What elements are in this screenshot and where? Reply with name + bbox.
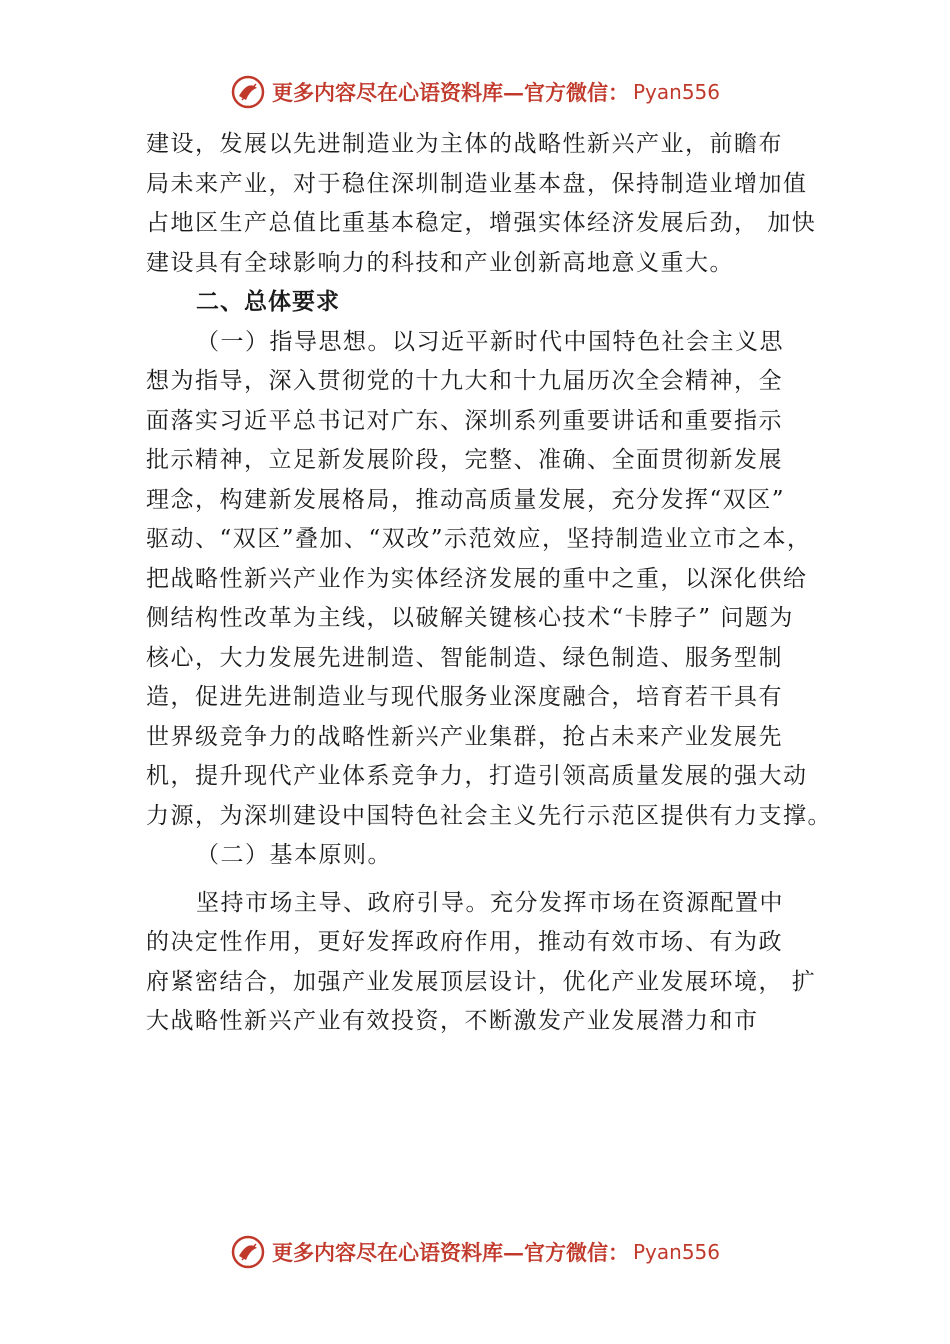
paragraph-line: 坚持市场主导、政府引导。充分发挥市场在资源配置中 bbox=[196, 889, 784, 916]
spacer bbox=[146, 876, 836, 884]
paragraph-line: 核心，大力发展先进制造、智能制造、绿色制造、服务型制 bbox=[146, 644, 783, 671]
paragraph-line: 理念，构建新发展格局，推动高质量发展，充分发挥“双区” bbox=[146, 486, 786, 513]
paragraph-line: 驱动、“双区”叠加、“双改”示范效应，坚持制造业立市之本， bbox=[146, 526, 812, 552]
paragraph-line: 府紧密结合，加强产业发展顶层设计，优化产业发展环境， 扩 bbox=[146, 968, 817, 995]
watermark-handle: Pyan556 bbox=[632, 1240, 720, 1264]
paragraph-line: 世界级竞争力的战略性新兴产业集群，抢占未来产业发展先 bbox=[146, 723, 783, 750]
subsection-title: （二）基本原则。 bbox=[196, 842, 392, 868]
paragraph-line: 造，促进先进制造业与现代服务业深度融合，培育若干具有 bbox=[146, 684, 783, 710]
paragraph-line: 占地区生产总值比重基本稳定，增强实体经济发展后劲， 加快 bbox=[146, 210, 817, 236]
paragraph-line: 面落实习近平总书记对广东、深圳系列重要讲话和重要指示 bbox=[146, 407, 783, 434]
paragraph-line: 的决定性作用，更好发挥政府作用，推动有效市场、有为政 bbox=[146, 929, 783, 955]
paragraph-line: 机，提升现代产业体系竞争力，打造引领高质量发展的强大动 bbox=[146, 763, 808, 789]
logo-icon bbox=[230, 1234, 266, 1270]
logo-icon bbox=[230, 74, 266, 110]
paragraph-line: 力源，为深圳建设中国特色社会主义先行示范区提供有力支撑。 bbox=[146, 802, 832, 829]
watermark-text: 更多内容尽在心语资料库—官方微信： bbox=[271, 1240, 629, 1265]
footer-watermark bbox=[0, 1232, 950, 1272]
section-heading: 二、总体要求 bbox=[196, 289, 340, 315]
paragraph-line: 把战略性新兴产业作为实体经济发展的重中之重，以深化供给 bbox=[146, 565, 808, 592]
paragraph-line: 建设，发展以先进制造业为主体的战略性新兴产业，前瞻布 bbox=[146, 131, 783, 157]
paragraph-line: 局未来产业，对于稳住深圳制造业基本盘，保持制造业增加值 bbox=[146, 170, 808, 197]
header-watermark bbox=[0, 72, 950, 112]
paragraph-line: 想为指导，深入贯彻党的十九大和十九届历次全会精神，全 bbox=[146, 368, 783, 394]
paragraph-line: 侧结构性改革为主线，以破解关键核心技术“卡脖子” 问题为 bbox=[146, 605, 794, 631]
paragraph-line: 大战略性新兴产业有效投资，不断激发产业发展潜力和市 bbox=[146, 1008, 759, 1034]
subsection-title: （一）指导思想。以习近平新时代中国特色社会主义思 bbox=[196, 328, 784, 355]
paragraph-line: 批示精神，立足新发展阶段，完整、准确、全面贯彻新发展 bbox=[146, 447, 783, 473]
watermark-handle: Pyan556 bbox=[632, 80, 720, 104]
document-body bbox=[146, 125, 836, 1042]
paragraph-line: 建设具有全球影响力的科技和产业创新高地意义重大。 bbox=[146, 249, 734, 276]
watermark-text: 更多内容尽在心语资料库—官方微信： bbox=[271, 80, 629, 105]
